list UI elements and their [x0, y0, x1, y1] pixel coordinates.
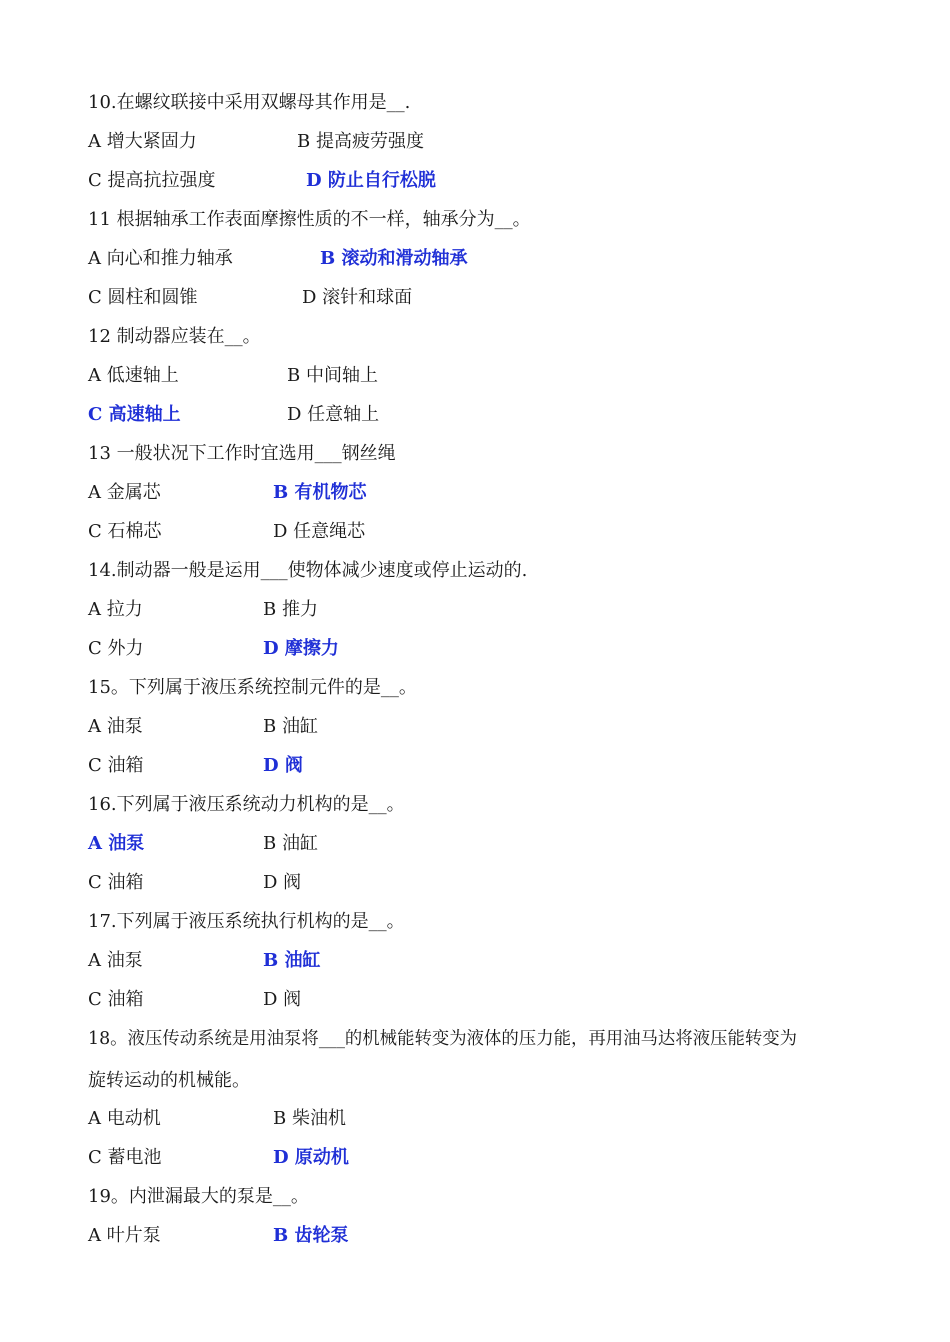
- option-11-c: C 圆柱和圆锥: [88, 287, 198, 308]
- question-19: 19。内泄漏最大的泵是__。: [88, 1186, 309, 1207]
- option-16-c: C 油箱: [88, 872, 144, 893]
- option-10-b: B 提高疲劳强度: [297, 131, 424, 152]
- option-12-d: D 任意轴上: [287, 404, 380, 425]
- option-18-c: C 蓄电池: [88, 1147, 162, 1168]
- question-10: 10.在螺纹联接中采用双螺母其作用是__.: [88, 92, 411, 113]
- option-13-c: C 石棉芯: [88, 521, 162, 542]
- option-10-a: A 增大紧固力: [88, 131, 197, 152]
- option-17-a: A 油泵: [88, 950, 143, 971]
- question-18: 18。液压传动系统是用油泵将___的机械能转变为液体的压力能，再用油马达将液压能转变为: [88, 1029, 798, 1049]
- option-13-b-answer: B 有机物芯: [273, 482, 367, 503]
- option-18-b: B 柴油机: [273, 1108, 346, 1129]
- option-16-d: D 阀: [263, 872, 302, 893]
- option-12-c-answer: C 高速轴上: [88, 404, 181, 425]
- option-15-c: C 油箱: [88, 755, 144, 776]
- question-13: 13 一般状况下工作时宜选用___钢丝绳: [88, 443, 396, 464]
- question-15: 15。下列属于液压系统控制元件的是__。: [88, 677, 417, 698]
- option-12-b: B 中间轴上: [287, 365, 378, 386]
- option-17-c: C 油箱: [88, 989, 144, 1010]
- option-10-c: C 提高抗拉强度: [88, 170, 216, 191]
- option-18-a: A 电动机: [88, 1108, 161, 1129]
- option-15-a: A 油泵: [88, 716, 143, 737]
- option-19-a: A 叶片泵: [88, 1225, 161, 1246]
- question-18-continued: 旋转运动的机械能。: [88, 1070, 250, 1091]
- option-19-b-answer: B 齿轮泵: [273, 1225, 349, 1246]
- question-14: 14.制动器一般是运用___使物体减少速度或停止运动的.: [88, 560, 528, 581]
- question-11: 11 根据轴承工作表面摩擦性质的不一样，轴承分为__。: [88, 209, 531, 230]
- option-16-a-answer: A 油泵: [88, 833, 145, 854]
- option-16-b: B 油缸: [263, 833, 318, 854]
- option-14-d-answer: D 摩擦力: [263, 638, 339, 659]
- question-17: 17.下列属于液压系统执行机构的是__。: [88, 911, 405, 932]
- question-12: 12 制动器应装在__。: [88, 326, 261, 347]
- option-11-a: A 向心和推力轴承: [88, 248, 233, 269]
- option-15-d-answer: D 阀: [263, 755, 303, 776]
- option-10-d-answer: D 防止自行松脱: [306, 170, 436, 191]
- option-17-d: D 阀: [263, 989, 302, 1010]
- option-12-a: A 低速轴上: [88, 365, 179, 386]
- question-16: 16.下列属于液压系统动力机构的是__。: [88, 794, 405, 815]
- option-13-a: A 金属芯: [88, 482, 161, 503]
- option-14-c: C 外力: [88, 638, 144, 659]
- option-11-b-answer: B 滚动和滑动轴承: [320, 248, 468, 269]
- option-13-d: D 任意绳芯: [273, 521, 366, 542]
- option-14-a: A 拉力: [88, 599, 143, 620]
- option-11-d: D 滚针和球面: [302, 287, 413, 308]
- option-18-d-answer: D 原动机: [273, 1147, 349, 1168]
- option-17-b-answer: B 油缸: [263, 950, 321, 971]
- option-15-b: B 油缸: [263, 716, 318, 737]
- option-14-b: B 推力: [263, 599, 318, 620]
